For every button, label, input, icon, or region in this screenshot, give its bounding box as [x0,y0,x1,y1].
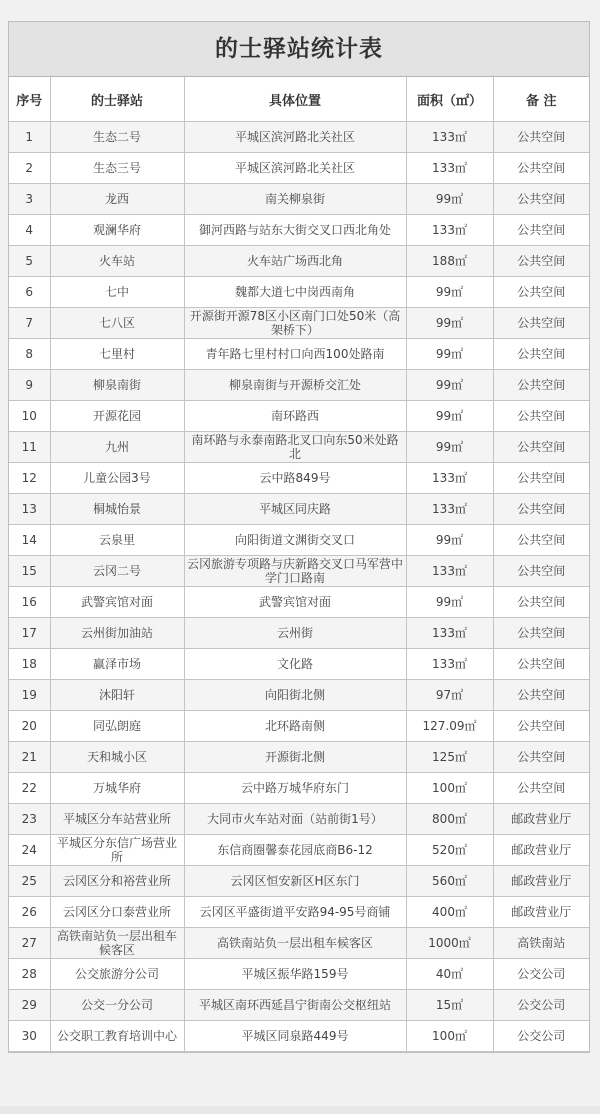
row-index: 13 [9,494,50,525]
station-note: 邮政营业厅 [493,804,589,835]
row-index: 16 [9,587,50,618]
row-index: 22 [9,773,50,804]
station-location: 高铁南站负一层出租车候客区 [184,928,406,959]
table-row [9,928,589,959]
station-name: 云泉里 [50,525,184,556]
station-area: 133㎡ [406,556,493,587]
station-name: 赢泽市场 [50,649,184,680]
station-note: 公共空间 [493,184,589,215]
station-location: 魏都大道七中岗西南角 [184,277,406,308]
station-area: 97㎡ [406,680,493,711]
row-index: 25 [9,866,50,897]
station-note: 公共空间 [493,215,589,246]
header-index: 序号 [9,77,50,122]
station-location: 云冈旅游专项路与庆新路交叉口马军营中学门口路南 [184,556,406,587]
station-location: 云州街 [184,618,406,649]
station-name: 武警宾馆对面 [50,587,184,618]
statistics-sheet [8,21,590,1053]
table-row [9,246,589,277]
station-area: 133㎡ [406,618,493,649]
station-note: 公共空间 [493,680,589,711]
station-location: 平城区南环西延昌宁街南公交枢纽站 [184,990,406,1021]
station-name: 七中 [50,277,184,308]
row-index: 2 [9,153,50,184]
station-note: 公共空间 [493,742,589,773]
station-location: 开源街北侧 [184,742,406,773]
station-area: 188㎡ [406,246,493,277]
station-name: 云冈二号 [50,556,184,587]
station-area: 99㎡ [406,525,493,556]
table-row [9,618,589,649]
station-name: 公交职工教育培训中心 [50,1021,184,1052]
station-note: 公共空间 [493,525,589,556]
station-note: 公共空间 [493,463,589,494]
table-row [9,835,589,866]
station-name: 柳泉南街 [50,370,184,401]
station-name: 沐阳轩 [50,680,184,711]
station-location: 云冈区平盛街道平安路94-95号商铺 [184,897,406,928]
station-area: 133㎡ [406,463,493,494]
station-area: 40㎡ [406,959,493,990]
table-row [9,370,589,401]
station-name: 同弘朗庭 [50,711,184,742]
station-location: 南环路西 [184,401,406,432]
row-index: 7 [9,308,50,339]
station-location: 北环路南侧 [184,711,406,742]
table-title: 的士驿站统计表 [9,22,589,77]
station-name: 七八区 [50,308,184,339]
table-row [9,587,589,618]
row-index: 21 [9,742,50,773]
station-location: 向阳街北侧 [184,680,406,711]
station-location: 平城区振华路159号 [184,959,406,990]
station-area: 99㎡ [406,401,493,432]
table-row [9,525,589,556]
station-note: 公共空间 [493,339,589,370]
table-row [9,432,589,463]
row-index: 8 [9,339,50,370]
row-index: 26 [9,897,50,928]
station-name: 开源花园 [50,401,184,432]
station-location: 青年路七里村村口向西100处路南 [184,339,406,370]
table-row [9,711,589,742]
station-name: 高铁南站负一层出租车候客区 [50,928,184,959]
row-index: 23 [9,804,50,835]
station-location: 东信商圈馨泰花园底商B6-12 [184,835,406,866]
row-index: 27 [9,928,50,959]
station-area: 133㎡ [406,122,493,153]
station-area: 100㎡ [406,773,493,804]
station-note: 公共空间 [493,308,589,339]
station-note: 公共空间 [493,587,589,618]
station-note: 公共空间 [493,401,589,432]
station-note: 公共空间 [493,649,589,680]
table-body [9,122,589,1052]
bottom-bar [0,1106,600,1114]
header-location: 具体位置 [184,77,406,122]
station-area: 99㎡ [406,184,493,215]
row-index: 19 [9,680,50,711]
station-location: 平城区滨河路北关社区 [184,153,406,184]
station-name: 平城区分车站营业所 [50,804,184,835]
row-index: 3 [9,184,50,215]
station-area: 99㎡ [406,339,493,370]
station-area: 127.09㎡ [406,711,493,742]
table-row [9,897,589,928]
station-note: 公共空间 [493,494,589,525]
table-row [9,1021,589,1052]
station-area: 125㎡ [406,742,493,773]
station-location: 云冈区恒安新区H区东门 [184,866,406,897]
station-area: 520㎡ [406,835,493,866]
station-name: 公交旅游分公司 [50,959,184,990]
station-location: 火车站广场西北角 [184,246,406,277]
station-area: 99㎡ [406,432,493,463]
station-note: 公共空间 [493,556,589,587]
station-name: 桐城怡景 [50,494,184,525]
station-area: 99㎡ [406,308,493,339]
station-area: 400㎡ [406,897,493,928]
station-note: 公共空间 [493,711,589,742]
station-area: 133㎡ [406,215,493,246]
header-note: 备 注 [493,77,589,122]
table-row [9,494,589,525]
station-location: 南环路与永泰南路北叉口向东50米处路北 [184,432,406,463]
station-note: 公共空间 [493,246,589,277]
station-name: 云冈区分和裕营业所 [50,866,184,897]
station-name: 云州街加油站 [50,618,184,649]
station-name: 火车站 [50,246,184,277]
station-name: 生态三号 [50,153,184,184]
row-index: 11 [9,432,50,463]
station-note: 公共空间 [493,773,589,804]
table-row [9,401,589,432]
station-name: 龙西 [50,184,184,215]
station-name: 七里村 [50,339,184,370]
station-note: 邮政营业厅 [493,897,589,928]
table-row [9,308,589,339]
row-index: 28 [9,959,50,990]
station-area: 560㎡ [406,866,493,897]
table-row [9,277,589,308]
station-location: 柳泉南街与开源桥交汇处 [184,370,406,401]
station-area: 133㎡ [406,494,493,525]
header-station: 的士驿站 [50,77,184,122]
row-index: 18 [9,649,50,680]
row-index: 1 [9,122,50,153]
table-row [9,463,589,494]
table-row [9,680,589,711]
station-note: 公交公司 [493,959,589,990]
station-name: 生态二号 [50,122,184,153]
header-area: 面积（㎡） [406,77,493,122]
table-row [9,184,589,215]
station-note: 公共空间 [493,277,589,308]
table-row [9,804,589,835]
station-note: 公交公司 [493,1021,589,1052]
station-name: 九州 [50,432,184,463]
station-area: 99㎡ [406,277,493,308]
station-name: 平城区分东信广场营业所 [50,835,184,866]
table-row [9,742,589,773]
station-name: 公交一分公司 [50,990,184,1021]
station-name: 天和城小区 [50,742,184,773]
station-note: 邮政营业厅 [493,835,589,866]
row-index: 20 [9,711,50,742]
station-location: 文化路 [184,649,406,680]
station-area: 100㎡ [406,1021,493,1052]
row-index: 10 [9,401,50,432]
table-row [9,153,589,184]
station-area: 1000㎡ [406,928,493,959]
station-name: 观澜华府 [50,215,184,246]
table-row [9,215,589,246]
header-row [9,77,589,122]
station-note: 公共空间 [493,153,589,184]
station-name: 万城华府 [50,773,184,804]
row-index: 12 [9,463,50,494]
row-index: 15 [9,556,50,587]
station-note: 公共空间 [493,122,589,153]
station-note: 公共空间 [493,432,589,463]
station-note: 公交公司 [493,990,589,1021]
station-location: 开源街开源78区小区南门口处50米（高架桥下） [184,308,406,339]
row-index: 9 [9,370,50,401]
station-note: 邮政营业厅 [493,866,589,897]
station-note: 高铁南站 [493,928,589,959]
row-index: 4 [9,215,50,246]
table-row [9,122,589,153]
row-index: 17 [9,618,50,649]
station-name: 儿童公园3号 [50,463,184,494]
table-row [9,959,589,990]
station-note: 公共空间 [493,618,589,649]
station-area: 800㎡ [406,804,493,835]
station-location: 向阳街道文渊街交叉口 [184,525,406,556]
row-index: 24 [9,835,50,866]
station-area: 99㎡ [406,587,493,618]
station-area: 15㎡ [406,990,493,1021]
table-row [9,990,589,1021]
row-index: 29 [9,990,50,1021]
table-row [9,866,589,897]
row-index: 5 [9,246,50,277]
station-area: 133㎡ [406,649,493,680]
station-location: 御河西路与站东大街交叉口西北角处 [184,215,406,246]
station-note: 公共空间 [493,370,589,401]
row-index: 6 [9,277,50,308]
station-location: 云中路849号 [184,463,406,494]
station-location: 平城区同泉路449号 [184,1021,406,1052]
table-row [9,649,589,680]
station-area: 133㎡ [406,153,493,184]
station-location: 南关柳泉街 [184,184,406,215]
row-index: 30 [9,1021,50,1052]
station-location: 云中路万城华府东门 [184,773,406,804]
table-row [9,339,589,370]
station-location: 武警宾馆对面 [184,587,406,618]
station-location: 平城区滨河路北关社区 [184,122,406,153]
station-location: 大同市火车站对面（站前街1号） [184,804,406,835]
row-index: 14 [9,525,50,556]
stations-table [9,77,589,1052]
station-name: 云冈区分口泰营业所 [50,897,184,928]
station-location: 平城区同庆路 [184,494,406,525]
station-area: 99㎡ [406,370,493,401]
table-row [9,773,589,804]
table-row [9,556,589,587]
